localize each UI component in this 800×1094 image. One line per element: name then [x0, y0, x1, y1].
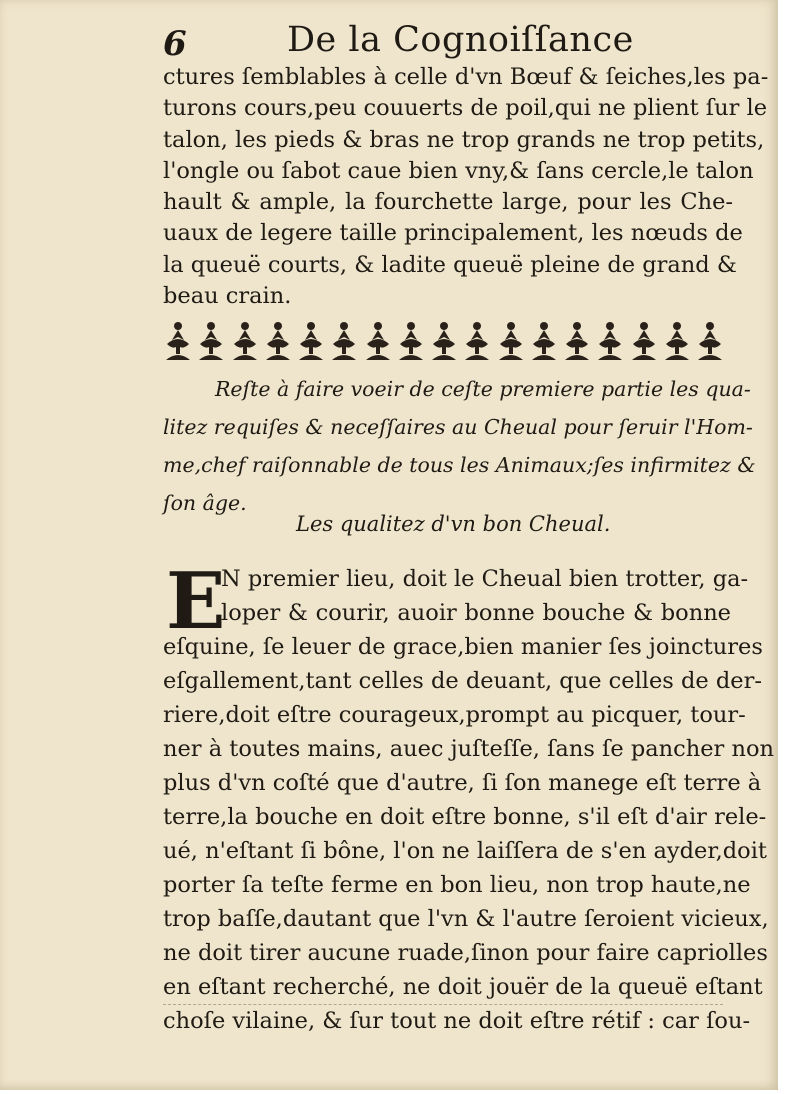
- page-number: 6: [163, 24, 187, 64]
- text-line: N premier lieu, doit le Cheual bien trotter, ga-: [221, 566, 749, 592]
- paragraph-2: [163, 556, 774, 1038]
- text-line: loper & courir, auoir bonne bouche & bonne: [221, 600, 731, 626]
- intro-line: litez requiſes & neceſſaires au Cheual pour ſeruir l'Hom-: [163, 415, 753, 439]
- fleuron-icon: [629, 320, 659, 362]
- section-introduction: [163, 370, 756, 522]
- fleuron-icon: [462, 320, 492, 362]
- fleuron-icon: [329, 320, 359, 362]
- text-line: hault & ample, la fourchette large, pour les Che-: [163, 189, 733, 216]
- fleuron-icon: [529, 320, 559, 362]
- section-subheading: Les qualitez d'vn bon Cheual.: [296, 512, 611, 536]
- text-line: uaux de legere taille principalement, les nœuds de: [163, 220, 743, 247]
- text-line: eſquine, ſe leuer de grace,bien manier ſes joinctures: [163, 634, 763, 660]
- text-line: turons cours,peu couuerts de poil,qui ne plient ſur le: [163, 95, 768, 122]
- text-line: trop baſſe,dautant que l'vn & l'autre ſeroient vicieux,: [163, 906, 769, 932]
- fleuron-icon: [695, 320, 725, 362]
- fleuron-icon: [396, 320, 426, 362]
- fleuron-icon: [496, 320, 526, 362]
- intro-line: me,chef raiſonnable de tous les Animaux;ſes infirmitez &: [163, 453, 756, 477]
- text-line: ner à toutes mains, auec juſteſſe, ſans ſe pancher non: [163, 736, 774, 762]
- text-line: ne doit tirer aucune ruade,ſinon pour faire capriolles: [163, 940, 768, 966]
- fleuron-icon: [595, 320, 625, 362]
- text-line: l'ongle ou ſabot caue bien vny,& ſans cercle,le talon: [163, 157, 754, 184]
- text-line: eſgallement,tant celles de deuant, que celles de der-: [163, 668, 762, 694]
- text-line: plus d'vn coſté que d'autre, ſi ſon manege eſt terre à: [163, 770, 762, 796]
- page-bottom-rule: [163, 1004, 723, 1007]
- fleuron-icon: [562, 320, 592, 362]
- intro-line: ſon âge.: [163, 491, 247, 515]
- text-line: en eſtant recherché, ne doit jouër de la queuë eſtant: [163, 974, 763, 1000]
- text-line: porter ſa teſte ferme en bon lieu, non trop haute,ne: [163, 872, 751, 898]
- fleuron-icon: [363, 320, 393, 362]
- running-title: De la Cognoiſſance: [287, 20, 634, 60]
- text-line: beau crain.: [163, 283, 292, 310]
- ornamental-divider: [163, 318, 725, 362]
- fleuron-icon: [263, 320, 293, 362]
- text-line: riere,doit eſtre courageux,prompt au picquer, tour-: [163, 702, 746, 728]
- fleuron-icon: [296, 320, 326, 362]
- intro-line: Reſte à faire voeir de ceſte premiere partie les qua-: [215, 377, 751, 401]
- text-line: terre,la bouche en doit eſtre bonne, s'il eſt d'air rele-: [163, 804, 767, 830]
- page-header: [163, 18, 763, 66]
- text-line: ué, n'eſtant ſi bône, l'on ne laiſſera de s'en ayder,doit: [163, 838, 767, 864]
- fleuron-icon: [429, 320, 459, 362]
- text-line: choſe vilaine, & ſur tout ne doit eſtre rétif : car ſou-: [163, 1008, 751, 1034]
- fleuron-icon: [196, 320, 226, 362]
- text-line: ctures ſemblables à celle d'vn Bœuf & ſeiches,les pa-: [163, 64, 769, 90]
- fleuron-icon: [662, 320, 692, 362]
- fleuron-icon: [230, 320, 260, 362]
- text-line: talon, les pieds & bras ne trop grands ne trop petits,: [163, 126, 765, 153]
- drop-cap: E: [166, 556, 226, 647]
- paragraph-1: [163, 62, 769, 312]
- fleuron-icon: [163, 320, 193, 362]
- text-line: la queuë courts, & ladite queuë pleine de grand &: [163, 251, 737, 278]
